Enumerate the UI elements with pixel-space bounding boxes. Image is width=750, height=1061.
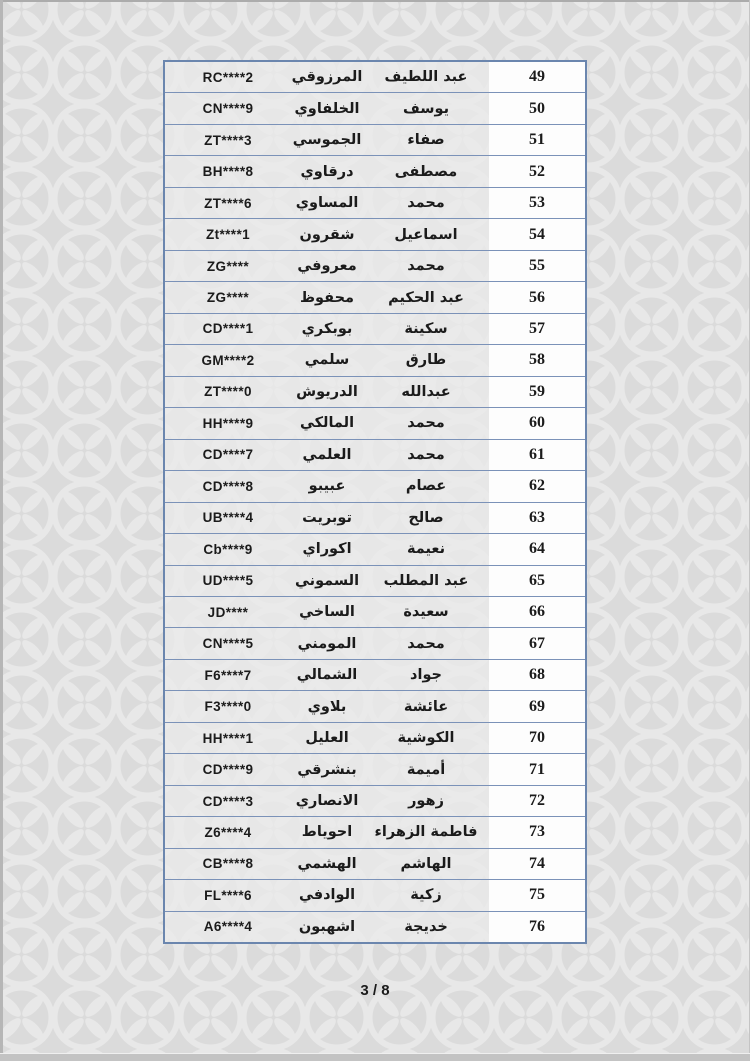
first-name-cell: سكينة xyxy=(363,314,489,344)
last-name-cell: المالكي xyxy=(291,408,363,438)
names-table xyxy=(163,60,587,944)
masked-id-cell: Z6****4 xyxy=(165,817,291,847)
table-row xyxy=(165,880,585,911)
last-name-cell: الساخي xyxy=(291,597,363,627)
rank-cell: 68 xyxy=(489,660,585,690)
table-row xyxy=(165,754,585,785)
masked-id-cell: Cb****9 xyxy=(165,534,291,564)
rank-cell: 49 xyxy=(489,62,585,92)
rank-cell: 74 xyxy=(489,849,585,879)
rank-cell: 53 xyxy=(489,188,585,218)
first-name-cell: عبد المطلب xyxy=(363,566,489,596)
last-name-cell: الوادفي xyxy=(291,880,363,910)
last-name-cell: بنشرقي xyxy=(291,754,363,784)
last-name-cell: اشهبون xyxy=(291,912,363,942)
rank-cell: 58 xyxy=(489,345,585,375)
masked-id-cell: FL****6 xyxy=(165,880,291,910)
table-row xyxy=(165,377,585,408)
table-row xyxy=(165,345,585,376)
last-name-cell: الدريوش xyxy=(291,377,363,407)
last-name-cell: العليل xyxy=(291,723,363,753)
masked-id-cell: A6****4 xyxy=(165,912,291,942)
rank-cell: 60 xyxy=(489,408,585,438)
masked-id-cell: CD****3 xyxy=(165,786,291,816)
last-name-cell: بلاوي xyxy=(291,691,363,721)
rank-cell: 55 xyxy=(489,251,585,281)
rank-cell: 54 xyxy=(489,219,585,249)
masked-id-cell: ZT****3 xyxy=(165,125,291,155)
first-name-cell: أميمة xyxy=(363,754,489,784)
masked-id-cell: CB****8 xyxy=(165,849,291,879)
first-name-cell: عبد اللطيف xyxy=(363,62,489,92)
masked-id-cell: F3****0 xyxy=(165,691,291,721)
last-name-cell: شقرون xyxy=(291,219,363,249)
first-name-cell: الهاشم xyxy=(363,849,489,879)
rank-cell: 72 xyxy=(489,786,585,816)
first-name-cell: نعيمة xyxy=(363,534,489,564)
page-number: 3 / 8 xyxy=(360,982,390,999)
table-row xyxy=(165,534,585,565)
masked-id-cell: JD**** xyxy=(165,597,291,627)
rank-cell: 76 xyxy=(489,912,585,942)
rank-cell: 62 xyxy=(489,471,585,501)
rank-cell: 65 xyxy=(489,566,585,596)
rank-cell: 57 xyxy=(489,314,585,344)
table-row xyxy=(165,125,585,156)
first-name-cell: صفاء xyxy=(363,125,489,155)
last-name-cell: اكوراي xyxy=(291,534,363,564)
rank-cell: 63 xyxy=(489,503,585,533)
rank-cell: 71 xyxy=(489,754,585,784)
table-row xyxy=(165,251,585,282)
table-row xyxy=(165,93,585,124)
last-name-cell: سلمي xyxy=(291,345,363,375)
masked-id-cell: CD****1 xyxy=(165,314,291,344)
page-edge-bottom xyxy=(0,1054,750,1061)
table-row xyxy=(165,786,585,817)
rank-cell: 52 xyxy=(489,156,585,186)
masked-id-cell: CN****5 xyxy=(165,628,291,658)
first-name-cell: عصام xyxy=(363,471,489,501)
last-name-cell: معروفي xyxy=(291,251,363,281)
rank-cell: 66 xyxy=(489,597,585,627)
rank-cell: 59 xyxy=(489,377,585,407)
first-name-cell: اسماعيل xyxy=(363,219,489,249)
masked-id-cell: F6****7 xyxy=(165,660,291,690)
first-name-cell: خديجة xyxy=(363,912,489,942)
masked-id-cell: CD****8 xyxy=(165,471,291,501)
rank-cell: 67 xyxy=(489,628,585,658)
masked-id-cell: CN****9 xyxy=(165,93,291,123)
last-name-cell: الانصاري xyxy=(291,786,363,816)
first-name-cell: محمد xyxy=(363,251,489,281)
last-name-cell: السموني xyxy=(291,566,363,596)
masked-id-cell: ZT****6 xyxy=(165,188,291,218)
last-name-cell: توبريت xyxy=(291,503,363,533)
first-name-cell: الكوشية xyxy=(363,723,489,753)
last-name-cell: الجموسي xyxy=(291,125,363,155)
table-row xyxy=(165,628,585,659)
first-name-cell: محمد xyxy=(363,408,489,438)
rank-cell: 69 xyxy=(489,691,585,721)
last-name-cell: بوبكري xyxy=(291,314,363,344)
first-name-cell: طارق xyxy=(363,345,489,375)
masked-id-cell: GM****2 xyxy=(165,345,291,375)
masked-id-cell: Zt****1 xyxy=(165,219,291,249)
rank-cell: 73 xyxy=(489,817,585,847)
rank-cell: 51 xyxy=(489,125,585,155)
masked-id-cell: BH****8 xyxy=(165,156,291,186)
table-row xyxy=(165,314,585,345)
table-row xyxy=(165,817,585,848)
first-name-cell: محمد xyxy=(363,628,489,658)
rank-cell: 56 xyxy=(489,282,585,312)
rank-cell: 64 xyxy=(489,534,585,564)
page-edge-left xyxy=(0,0,3,1061)
masked-id-cell: HH****9 xyxy=(165,408,291,438)
first-name-cell: محمد xyxy=(363,188,489,218)
first-name-cell: يوسف xyxy=(363,93,489,123)
table-row xyxy=(165,219,585,250)
rank-cell: 70 xyxy=(489,723,585,753)
masked-id-cell: ZG**** xyxy=(165,251,291,281)
last-name-cell: عبيبو xyxy=(291,471,363,501)
table-row xyxy=(165,849,585,880)
last-name-cell: محفوظ xyxy=(291,282,363,312)
first-name-cell: فاطمة الزهراء xyxy=(363,817,489,847)
last-name-cell: الخلفاوي xyxy=(291,93,363,123)
first-name-cell: عائشة xyxy=(363,691,489,721)
table-row xyxy=(165,723,585,754)
table-row xyxy=(165,408,585,439)
last-name-cell: الهشمي xyxy=(291,849,363,879)
first-name-cell: زهور xyxy=(363,786,489,816)
table-row xyxy=(165,566,585,597)
first-name-cell: عبدالله xyxy=(363,377,489,407)
masked-id-cell: UB****4 xyxy=(165,503,291,533)
last-name-cell: العلمي xyxy=(291,440,363,470)
table-row xyxy=(165,660,585,691)
table-row xyxy=(165,471,585,502)
masked-id-cell: CD****7 xyxy=(165,440,291,470)
first-name-cell: محمد xyxy=(363,440,489,470)
masked-id-cell: ZG**** xyxy=(165,282,291,312)
masked-id-cell: UD****5 xyxy=(165,566,291,596)
table-row xyxy=(165,282,585,313)
last-name-cell: المرزوقي xyxy=(291,62,363,92)
rank-cell: 61 xyxy=(489,440,585,470)
last-name-cell: المساوي xyxy=(291,188,363,218)
first-name-cell: جواد xyxy=(363,660,489,690)
last-name-cell: احوياط xyxy=(291,817,363,847)
masked-id-cell: RC****2 xyxy=(165,62,291,92)
table-row xyxy=(165,62,585,93)
table-row xyxy=(165,691,585,722)
last-name-cell: درقاوي xyxy=(291,156,363,186)
masked-id-cell: HH****1 xyxy=(165,723,291,753)
masked-id-cell: ZT****0 xyxy=(165,377,291,407)
masked-id-cell: CD****9 xyxy=(165,754,291,784)
table-row xyxy=(165,156,585,187)
table-row xyxy=(165,503,585,534)
rank-cell: 50 xyxy=(489,93,585,123)
table-row xyxy=(165,912,585,942)
last-name-cell: الشمالي xyxy=(291,660,363,690)
first-name-cell: سعيدة xyxy=(363,597,489,627)
rank-cell: 75 xyxy=(489,880,585,910)
table-row xyxy=(165,188,585,219)
first-name-cell: صالح xyxy=(363,503,489,533)
last-name-cell: المومني xyxy=(291,628,363,658)
first-name-cell: عبد الحكيم xyxy=(363,282,489,312)
table-row xyxy=(165,597,585,628)
first-name-cell: زكية xyxy=(363,880,489,910)
page-edge-top xyxy=(0,0,750,2)
table-row xyxy=(165,440,585,471)
first-name-cell: مصطفى xyxy=(363,156,489,186)
